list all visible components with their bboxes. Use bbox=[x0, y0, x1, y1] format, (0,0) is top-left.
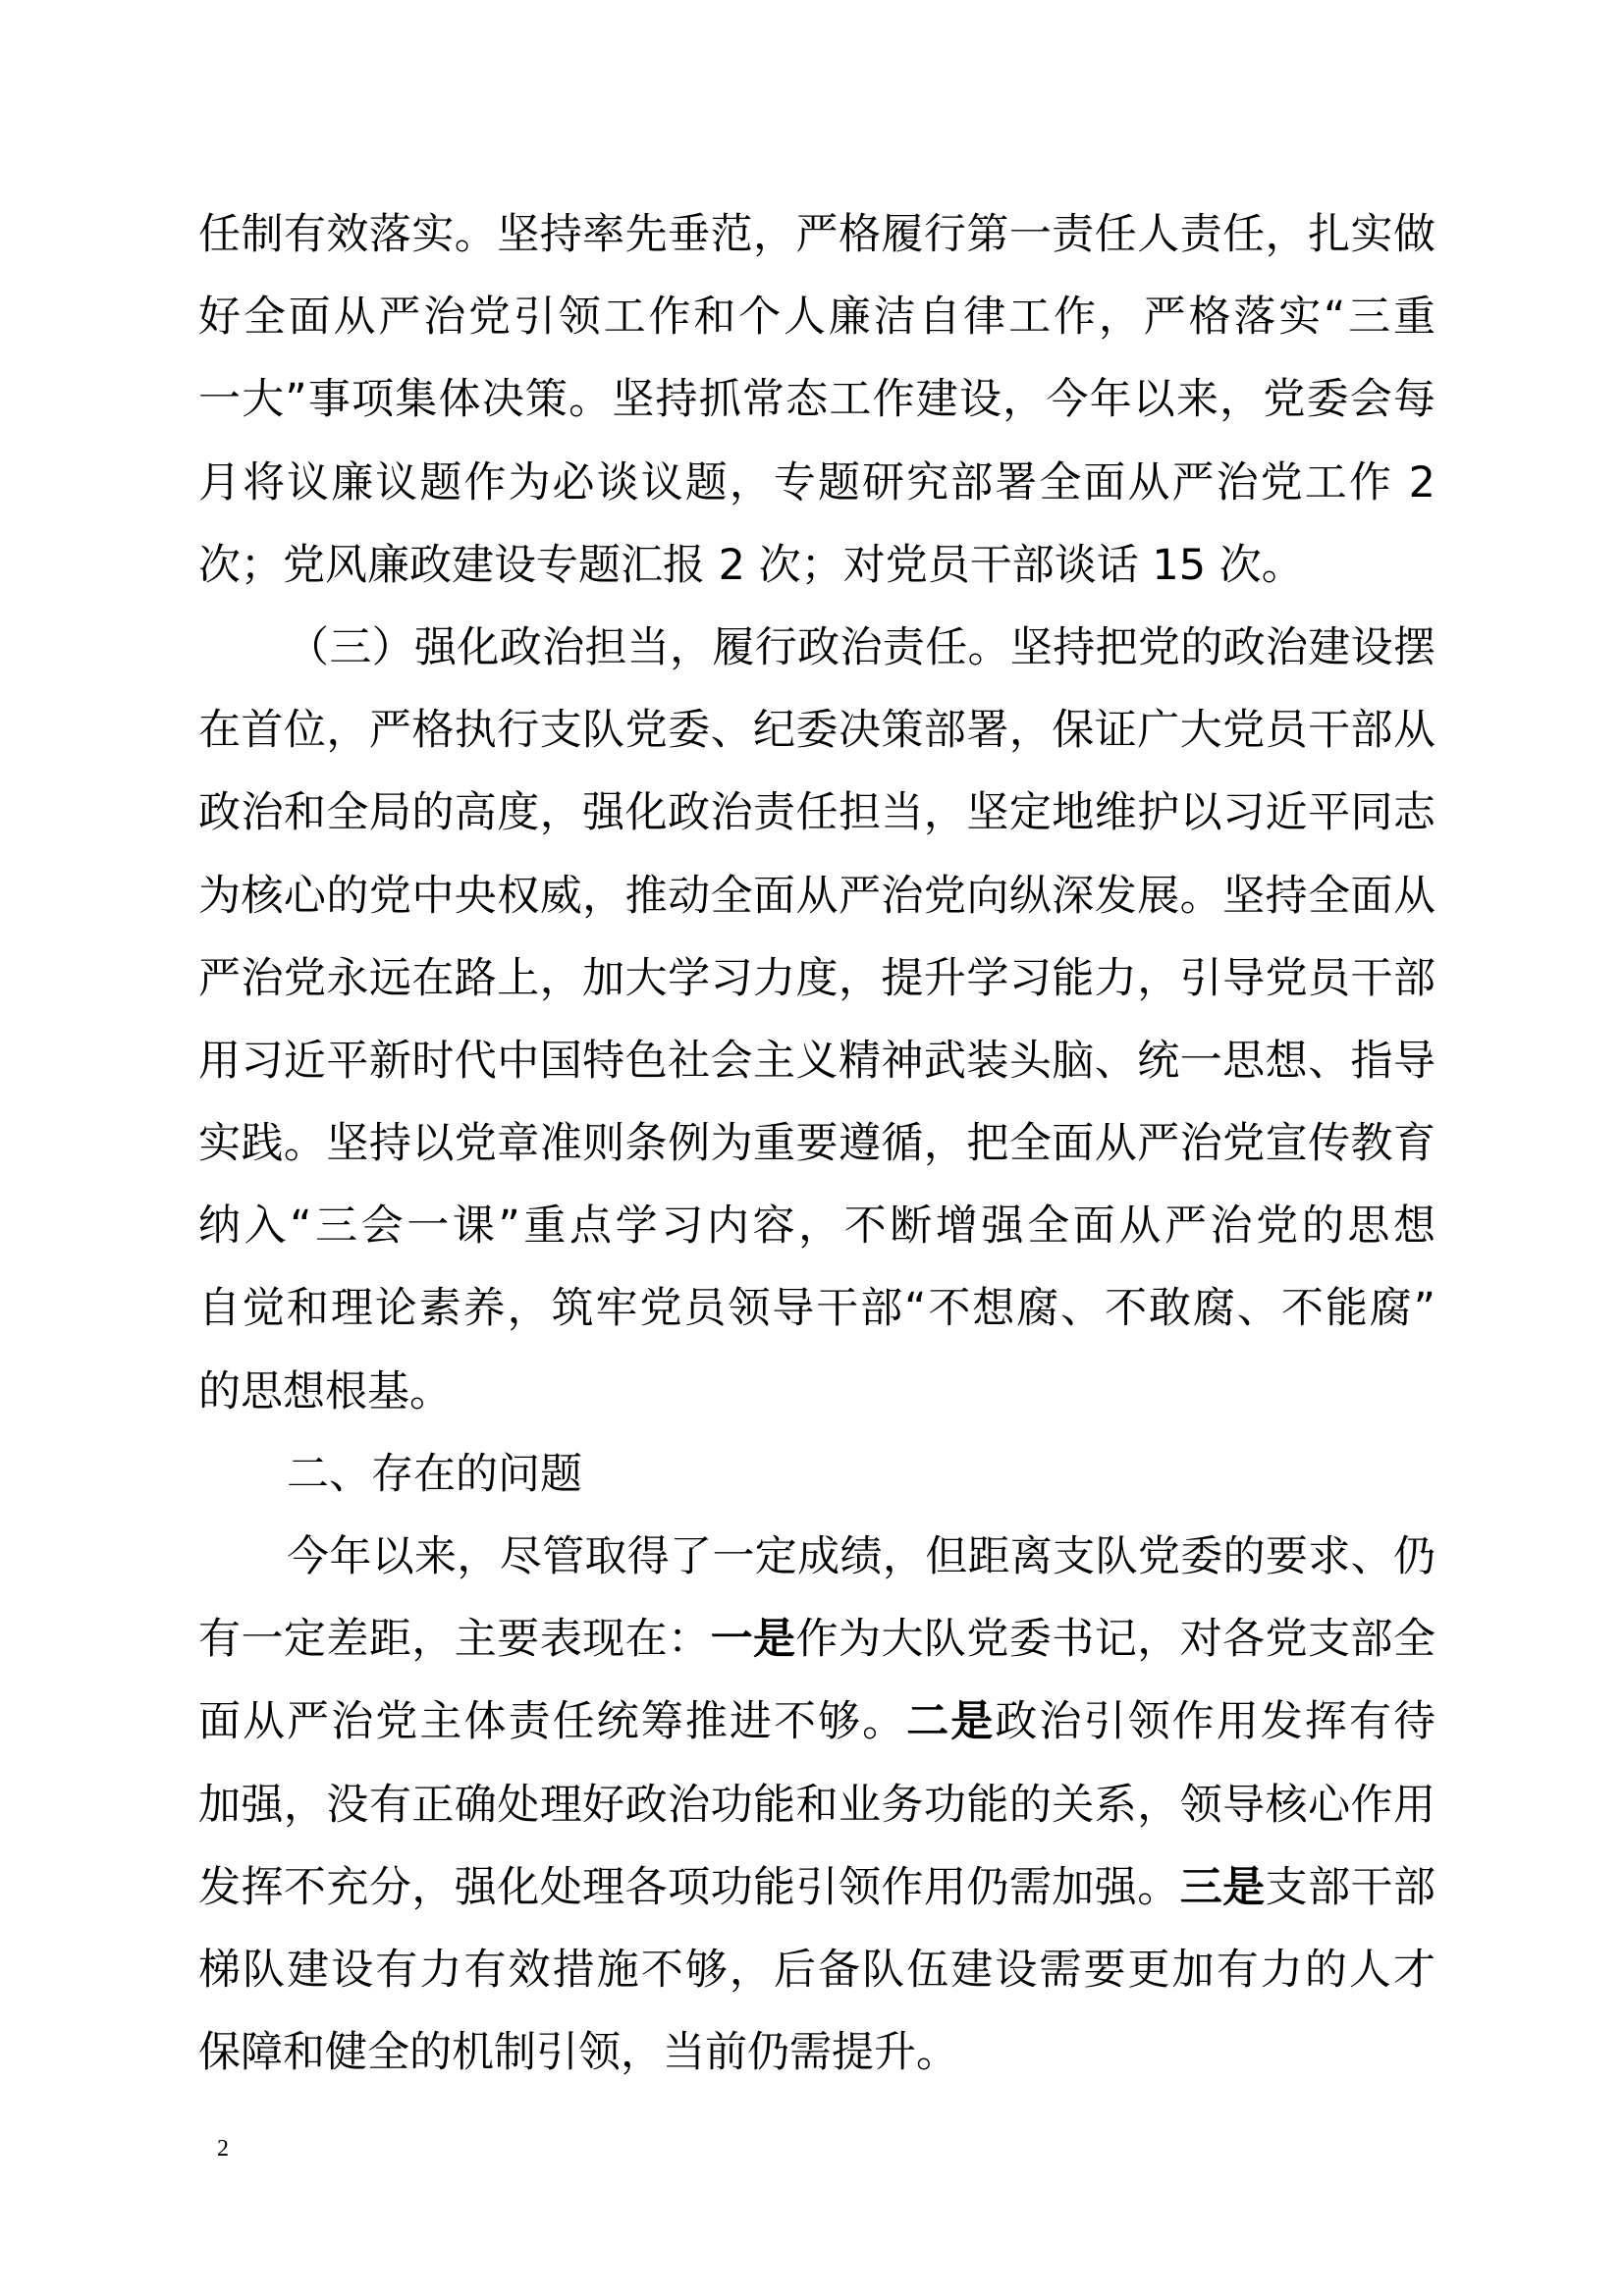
text-segment: 严治党永远在路上，加大学习力度，提升学习能力，引导党员干部 bbox=[198, 953, 1435, 1003]
text-line bbox=[198, 1102, 1435, 1185]
text-line bbox=[198, 193, 1435, 276]
text-segment: 二、存在的问题 bbox=[287, 1449, 582, 1499]
text-segment: 实践。坚持以党章准则条例为重要遵循，把全面从严治党宣传教育 bbox=[198, 1119, 1435, 1169]
text-segment: 政治引领作用发挥有待 bbox=[995, 1697, 1436, 1747]
text-line bbox=[198, 442, 1435, 524]
text-line bbox=[198, 1681, 1435, 1763]
text-segment: 用习近平新时代中国特色社会主义精神武装头脑、统一思想、指导 bbox=[198, 1036, 1435, 1086]
text-segment: 有一定差距，主要表现在： bbox=[198, 1615, 711, 1665]
text-segment: 加强，没有正确处理好政治功能和业务功能的关系，领导核心作用 bbox=[198, 1780, 1435, 1830]
text-segment: 保障和健全的机制引领，当前仍需提升。 bbox=[198, 2028, 958, 2078]
bold-text: 二是 bbox=[906, 1697, 996, 1747]
text-line bbox=[198, 607, 1435, 689]
text-line bbox=[198, 1764, 1435, 1846]
text-line bbox=[198, 1516, 1435, 1598]
section-heading bbox=[198, 1433, 1435, 1516]
text-segment: 支部干部 bbox=[1265, 1862, 1436, 1912]
text-line bbox=[198, 1929, 1435, 2011]
text-line bbox=[198, 1846, 1435, 1929]
text-segment: （三）强化政治担当，履行政治责任。坚持把党的政治建设摆 bbox=[287, 622, 1435, 672]
text-segment: 次；党风廉政建设专题汇报 2 次；对党员干部谈话 15 次。 bbox=[198, 540, 1304, 590]
text-segment: 的思想根基。 bbox=[198, 1366, 452, 1416]
text-segment: 面从严治党主体责任统筹推进不够。 bbox=[198, 1697, 907, 1747]
text-line bbox=[198, 937, 1435, 1020]
text-segment: 政治和全局的高度，强化政治责任担当，坚定地维护以习近平同志 bbox=[198, 788, 1435, 838]
text-segment: 好全面从严治党引领工作和个人廉洁自律工作，严格落实“三重 bbox=[198, 293, 1435, 343]
text-segment: 月将议廉议题作为必谈议题，专题研究部署全面从严治党工作 2 bbox=[198, 457, 1435, 507]
text-line bbox=[198, 1351, 1435, 1433]
text-line bbox=[198, 2011, 1435, 2094]
bold-text: 一是 bbox=[710, 1615, 796, 1665]
text-line bbox=[198, 358, 1435, 441]
text-segment: 自觉和理论素养，筑牢党员领导干部“不想腐、不敢腐、不能腐” bbox=[198, 1284, 1435, 1334]
text-line bbox=[198, 855, 1435, 937]
text-segment: 梯队建设有力有效措施不够，后备队伍建设需要更加有力的人才 bbox=[198, 1945, 1435, 1995]
page-number: 2 bbox=[217, 2136, 229, 2162]
text-segment: 为核心的党中央权威，推动全面从严治党向纵深发展。坚持全面从 bbox=[198, 871, 1435, 921]
text-line bbox=[198, 1185, 1435, 1267]
text-line bbox=[198, 1598, 1435, 1681]
text-segment: 任制有效落实。坚持率先垂范，严格履行第一责任人责任，扎实做 bbox=[198, 210, 1435, 259]
text-segment: 今年以来，尽管取得了一定成绩，但距离支队党委的要求、仍 bbox=[287, 1532, 1435, 1581]
text-line bbox=[198, 276, 1435, 358]
text-segment: 作为大队党委书记，对各党支部全 bbox=[795, 1615, 1436, 1665]
body-text bbox=[198, 193, 1435, 2094]
text-segment: 发挥不充分，强化处理各项功能引领作用仍需加强。 bbox=[198, 1862, 1180, 1912]
text-line bbox=[198, 1267, 1435, 1350]
text-line bbox=[198, 689, 1435, 772]
text-segment: 纳入“三会一课”重点学习内容，不断增强全面从严治党的思想 bbox=[198, 1201, 1435, 1252]
text-segment: 在首位，严格执行支队党委、纪委决策部署，保证广大党员干部从 bbox=[198, 706, 1435, 756]
text-line bbox=[198, 1020, 1435, 1102]
bold-text: 三是 bbox=[1179, 1862, 1266, 1912]
text-segment: 一大”事项集体决策。坚持抓常态工作建设，今年以来，党委会每 bbox=[198, 375, 1435, 425]
text-line bbox=[198, 524, 1435, 607]
text-line bbox=[198, 772, 1435, 854]
